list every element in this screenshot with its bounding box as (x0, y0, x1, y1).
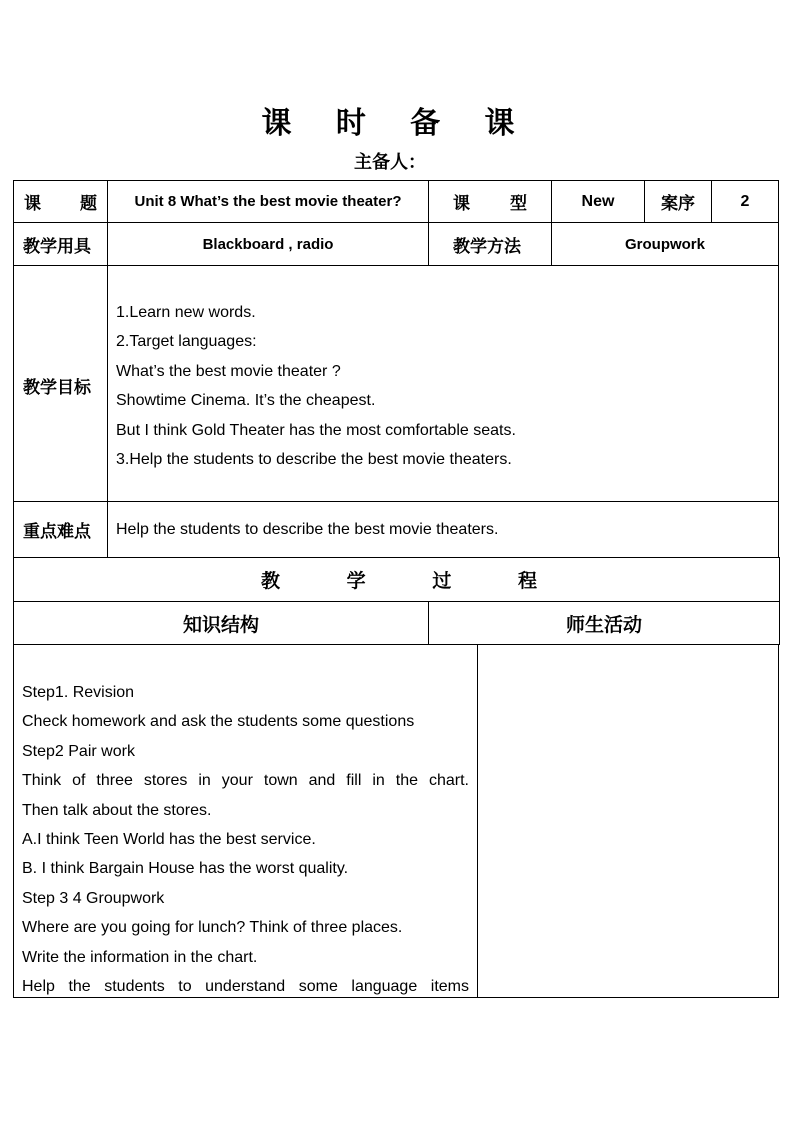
goals-label-text: 教学目标 (23, 378, 91, 397)
process-title-char: 过 (432, 571, 452, 592)
steps-lines (22, 678, 469, 1001)
goal-line: 2.Target languages: (116, 333, 257, 351)
tools-value (107, 222, 429, 266)
step-line: Write the information in the chart. (22, 948, 258, 966)
process-title-char: 教 (261, 571, 281, 592)
tools-label-text: 教学用具 (23, 236, 91, 256)
keypoints-content (107, 501, 779, 558)
type-label-char1: 课 (453, 194, 470, 213)
goal-line: Showtime Cinema. It’s the cheapest. (116, 392, 376, 410)
method-value (551, 222, 779, 266)
type-value (551, 180, 645, 223)
activity-column-header (428, 601, 780, 645)
tools-label (13, 222, 108, 266)
method-label (428, 222, 552, 266)
step-line: Where are you going for lunch? Think of three places. (22, 919, 403, 937)
topic-value-text: Unit 8 What’s the best movie theater? (134, 193, 402, 210)
topic-label (13, 180, 108, 223)
process-header (13, 557, 780, 602)
tools-value-text: Blackboard , radio (202, 235, 334, 253)
knowledge-header-text: 知识结构 (182, 614, 259, 636)
step-line: Step 3 4 Groupwork (22, 889, 165, 907)
type-label (428, 180, 552, 223)
preparer-label: 主备人： (354, 152, 426, 172)
page-title: 课 时 备 课 (261, 107, 533, 140)
step-line: A.I think Teen World has the best service. (22, 831, 316, 849)
step-line: Then talk about the stores. (22, 801, 212, 819)
goal-line: 3.Help the students to describe the best movie theaters. (116, 451, 512, 469)
activity-header-text: 师生活动 (565, 614, 642, 636)
goals-label (13, 265, 108, 502)
method-value-text: Groupwork (624, 235, 705, 253)
process-title-char: 学 (346, 571, 366, 592)
goals-content (107, 265, 779, 502)
step-line: Help the students to understand some language items (22, 978, 469, 996)
knowledge-column-header (13, 601, 429, 645)
goal-line: But I think Gold Theater has the most comfortable seats. (116, 421, 516, 439)
keypoints-label (13, 501, 108, 558)
step-line: Step2 Pair work (22, 742, 135, 760)
keypoints-text: Help the students to describe the best movie theaters. (116, 520, 499, 538)
goal-line: 1.Learn new words. (116, 304, 256, 321)
topic-label-char2: 题 (80, 194, 97, 213)
step-line: Step1. Revision (22, 684, 135, 701)
case-label-text: 案序 (661, 194, 695, 213)
step-line: Think of three stores in your town and fill in the chart. (22, 772, 469, 790)
steps-content (13, 644, 478, 998)
type-value-text: New (581, 192, 615, 210)
goals-lines (116, 298, 516, 474)
step-line: Check homework and ask the students some questions (22, 713, 415, 731)
topic-value (107, 180, 429, 223)
case-value (711, 180, 779, 223)
step-line: B. I think Bargain House has the worst quality. (22, 860, 349, 878)
process-title-char: 程 (517, 571, 537, 592)
case-value-text: 2 (740, 192, 750, 210)
keypoints-label-text: 重点难点 (23, 522, 91, 541)
method-label-text: 教学方法 (453, 236, 521, 256)
topic-label-char1: 课 (24, 194, 41, 213)
activity-content (477, 644, 779, 998)
case-label (644, 180, 712, 223)
goal-line: What’s the best movie theater ? (116, 362, 341, 380)
type-label-char2: 型 (510, 194, 527, 213)
